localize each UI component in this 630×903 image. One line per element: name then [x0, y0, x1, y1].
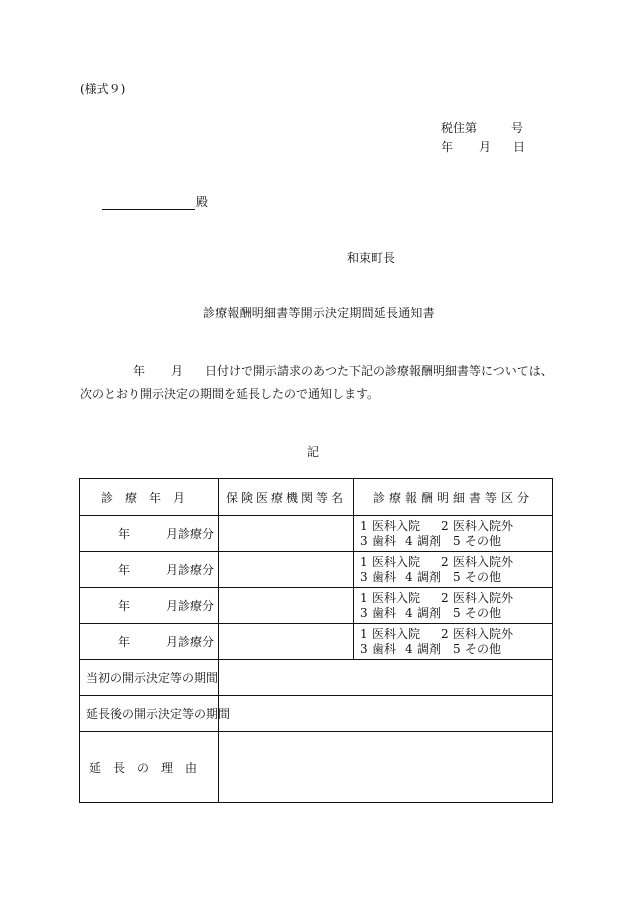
- header-statement-category: 診療報酬明細書等区分: [354, 479, 553, 516]
- initial-period-label: 当初の開示決定等の期間: [80, 660, 219, 696]
- opt-label: 医科入院: [372, 626, 421, 641]
- reason-value: [219, 732, 553, 803]
- addressee-honorific: 殿: [196, 195, 209, 209]
- category-line-2: [360, 570, 552, 585]
- opt-num: 5: [453, 569, 461, 584]
- opt-label: 医科入院: [372, 554, 421, 569]
- extended-period-value: [219, 696, 553, 732]
- opt-label: 調剤: [417, 533, 442, 548]
- form-number-label: (様式９): [80, 82, 126, 96]
- opt-num: 4: [405, 605, 413, 620]
- institution-name-cell: [219, 624, 354, 660]
- category-line-2: [360, 606, 552, 621]
- date-day: 日: [513, 140, 526, 154]
- category-options-cell: [354, 552, 553, 588]
- opt-num: 3: [360, 641, 368, 656]
- reason-label: 延長の理由: [80, 732, 219, 803]
- opt-num: 4: [405, 641, 413, 656]
- opt-num: 2: [441, 554, 449, 569]
- period-month-label: 月診療分: [166, 599, 215, 613]
- category-line-1: [360, 555, 552, 570]
- period-year: 年: [118, 527, 131, 541]
- category-line-2: [360, 534, 552, 549]
- opt-num: 3: [360, 605, 368, 620]
- document-number-suffix: 号: [511, 121, 524, 135]
- opt-num: 3: [360, 569, 368, 584]
- category-line-1: [360, 519, 552, 534]
- opt-label: 医科入院外: [453, 590, 514, 605]
- institution-name-cell: [219, 552, 354, 588]
- date-year: 年: [441, 140, 454, 154]
- opt-num: 1: [360, 554, 368, 569]
- category-line-2: [360, 642, 552, 657]
- opt-num: 5: [453, 533, 461, 548]
- period-month-label: 月診療分: [166, 527, 215, 541]
- period-year: 年: [118, 599, 131, 613]
- header-institution-name: 保険医療機関等名: [219, 479, 354, 516]
- treatment-period-cell: [80, 516, 219, 552]
- treatment-period-cell: [80, 624, 219, 660]
- table-row: [80, 588, 553, 624]
- opt-num: 5: [453, 641, 461, 656]
- period-month-label: 月診療分: [166, 563, 215, 577]
- period-year: 年: [118, 563, 131, 577]
- opt-num: 2: [441, 518, 449, 533]
- initial-period-row: [80, 660, 553, 696]
- opt-label: 調剤: [417, 569, 442, 584]
- opt-num: 1: [360, 518, 368, 533]
- initial-period-value: [219, 660, 553, 696]
- institution-name-cell: [219, 588, 354, 624]
- addressee-blank-line: [102, 197, 195, 210]
- opt-num: 3: [360, 533, 368, 548]
- reason-row: [80, 732, 553, 803]
- institution-name-cell: [219, 516, 354, 552]
- category-options-cell: [354, 624, 553, 660]
- body-rest: 日付けで開示請求のあつた下記の診療報酬明細書等については、: [205, 364, 553, 378]
- table-row: [80, 552, 553, 588]
- body-month: 月: [171, 364, 184, 378]
- addressee: [102, 193, 208, 210]
- body-year: 年: [133, 364, 146, 378]
- category-options-cell: [354, 516, 553, 552]
- opt-num: 2: [441, 590, 449, 605]
- opt-label: その他: [465, 569, 502, 584]
- opt-label: その他: [465, 533, 502, 548]
- category-line-1: [360, 627, 552, 642]
- document-date: [441, 138, 525, 155]
- document-number: [441, 119, 523, 136]
- opt-num: 4: [405, 533, 413, 548]
- table-row: [80, 516, 553, 552]
- opt-label: 調剤: [417, 605, 442, 620]
- opt-label: 医科入院: [372, 518, 421, 533]
- opt-label: 歯科: [372, 533, 397, 548]
- category-options-cell: [354, 588, 553, 624]
- opt-label: 医科入院外: [453, 626, 514, 641]
- document-title: 診療報酬明細書等開示決定期間延長通知書: [203, 306, 435, 320]
- opt-num: 1: [360, 590, 368, 605]
- document-number-prefix: 税住第: [441, 121, 478, 135]
- opt-label: その他: [465, 605, 502, 620]
- issuer: 和束町長: [347, 251, 396, 265]
- treatment-period-cell: [80, 552, 219, 588]
- extended-period-label: 延長後の開示決定等の期間: [80, 696, 219, 732]
- opt-label: その他: [465, 641, 502, 656]
- opt-num: 4: [405, 569, 413, 584]
- opt-num: 2: [441, 626, 449, 641]
- opt-label: 医科入院外: [453, 518, 514, 533]
- opt-label: 医科入院: [372, 590, 421, 605]
- header-treatment-period: 診療年月: [80, 479, 219, 516]
- body-line-2: 次のとおり開示決定の期間を延長したので通知します。: [80, 387, 380, 401]
- period-year: 年: [118, 635, 131, 649]
- opt-label: 調剤: [417, 641, 442, 656]
- table-header-row: [80, 479, 553, 516]
- date-month: 月: [479, 140, 492, 154]
- body-line-1: [133, 362, 553, 379]
- opt-label: 歯科: [372, 605, 397, 620]
- opt-label: 歯科: [372, 569, 397, 584]
- details-table: [79, 478, 553, 803]
- extended-period-row: [80, 696, 553, 732]
- opt-num: 5: [453, 605, 461, 620]
- treatment-period-cell: [80, 588, 219, 624]
- category-line-1: [360, 591, 552, 606]
- ki-heading: 記: [307, 445, 320, 459]
- table-row: [80, 624, 553, 660]
- opt-label: 医科入院外: [453, 554, 514, 569]
- opt-num: 1: [360, 626, 368, 641]
- opt-label: 歯科: [372, 641, 397, 656]
- period-month-label: 月診療分: [166, 635, 215, 649]
